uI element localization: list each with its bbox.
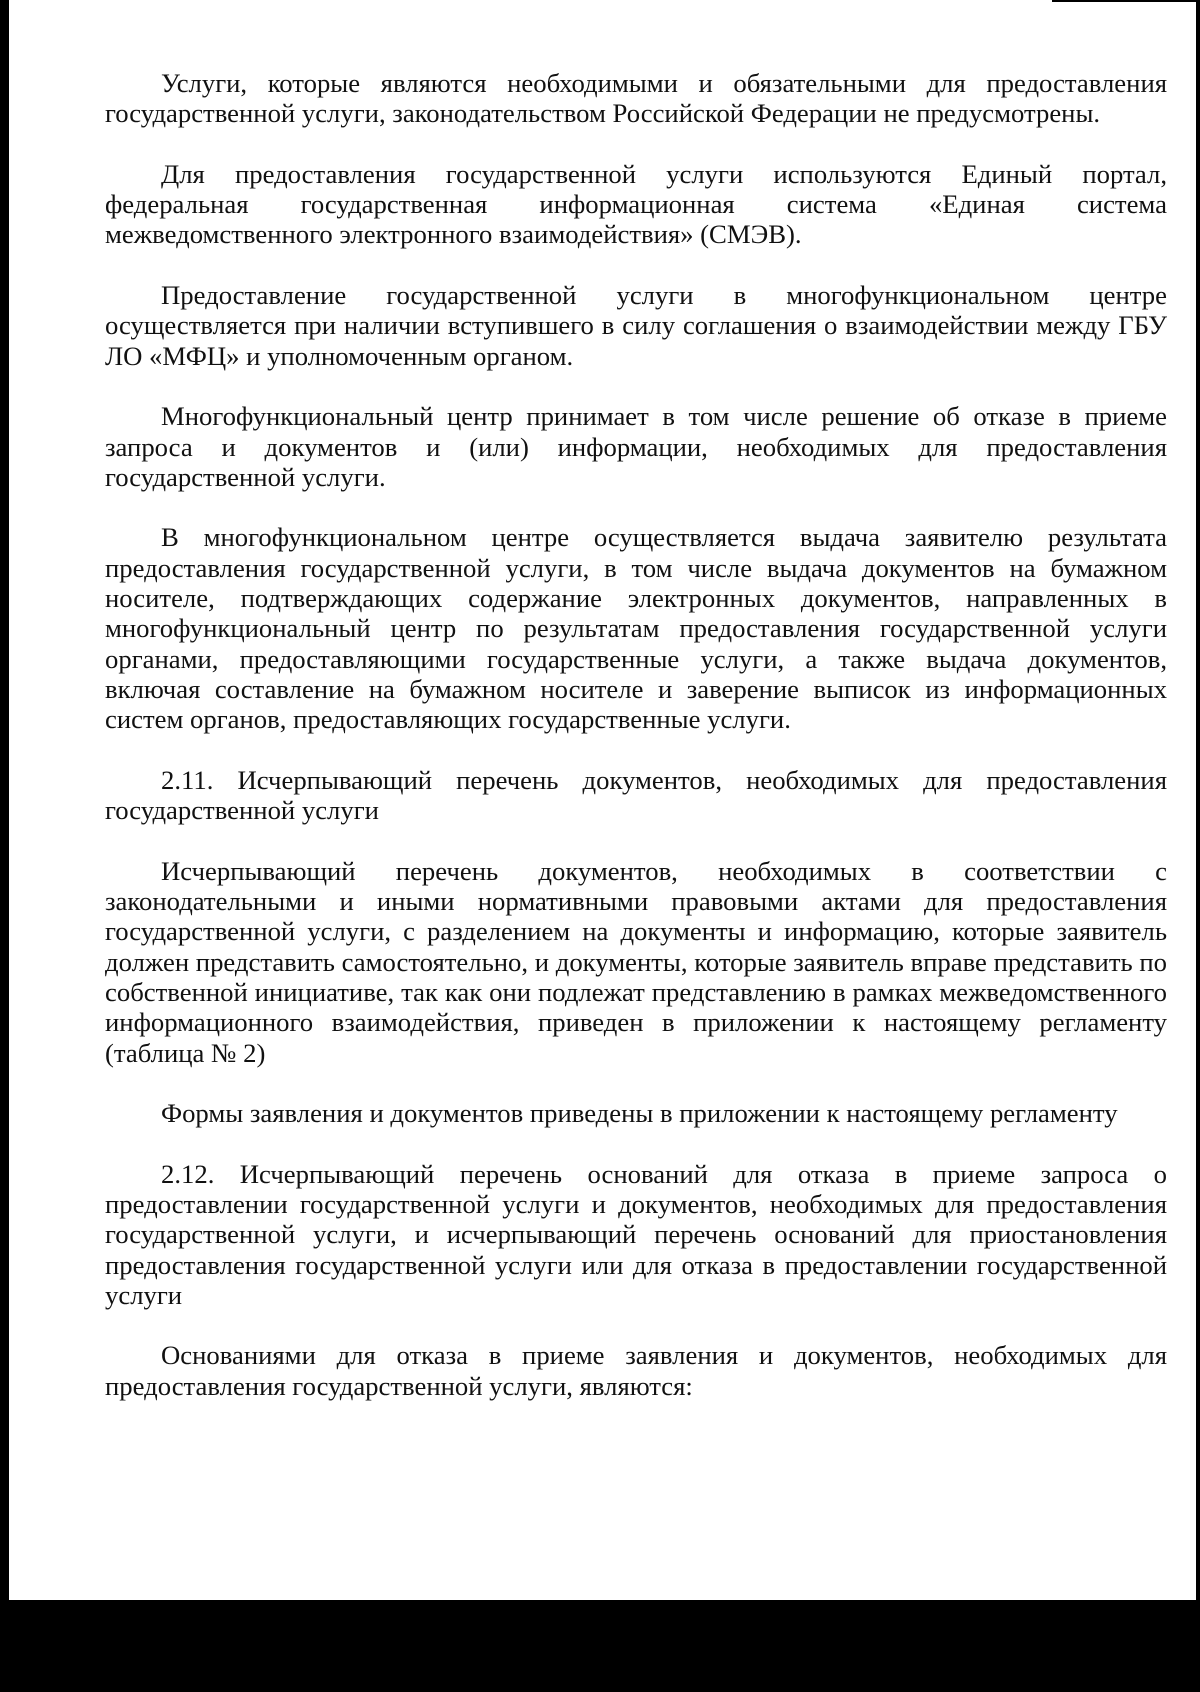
paragraph-documents-list: Исчерпывающий перечень документов, необходимых в соответствии с законодательными и иными нормативными правовыми актами для предоставления государственной услуги, с разделением на документы и информацию, которые заявитель должен представить самостоятельно, и документы, которые заявитель вправе представить по собственной инициативе, так как они подлежат представлению в рамках межведомственного информационного взаимодействия, приведен в приложении к настоящему регламенту (таблица № 2) <box>105 855 1167 1068</box>
paragraph-mfc-agreement: Предоставление государственной услуги в многофункциональном центре осуществляется при наличии вступившего в силу соглашения о взаимодействии между ГБУ ЛО «МФЦ» и уполномоченным органом. <box>105 280 1167 371</box>
paragraph-services-not-required: Услуги, которые являются необходимыми и обязательными для предоставления государственной услуги, законодательством Российской Федерации не предусмотрены. <box>105 68 1167 129</box>
document-body <box>105 68 1167 1401</box>
paragraph-mfc-refusal: Многофункциональный центр принимает в том числе решение об отказе в приеме запроса и документов и (или) информации, необходимых для предоставления государственной услуги. <box>105 401 1167 492</box>
paragraph-systems-used: Для предоставления государственной услуги используются Единый портал, федеральная государственная информационная система «Единая система межведомственного электронного взаимодействия» (СМЭВ). <box>105 158 1167 250</box>
section-heading-2-12: 2.12. Исчерпывающий перечень оснований для отказа в приеме запроса о предоставлении государственной услуги и документов, необходимых для предоставления государственной услуги, и исчерпывающий перечень оснований для приостановления предоставления государственной услуги или для отказа в предоставлении государственной услуги <box>105 1158 1167 1310</box>
scan-bottom-border <box>0 1600 1200 1692</box>
scan-left-border <box>0 0 9 1692</box>
paragraph-refusal-grounds: Основаниями для отказа в приеме заявления и документов, необходимых для предоставления государственной услуги, являются: <box>105 1340 1167 1401</box>
paragraph-mfc-issuance: В многофункциональном центре осуществляется выдача заявителю результата предоставления государственной услуги, в том числе выдача документов на бумажном носителе, подтверждающих содержание электронных документов, направленных в многофункциональный центр по результатам предоставления государственной услуги органами, предоставляющими государственные услуги, а также выдача документов, включая составление на бумажном носителе и заверение выписок из информационных систем органов, предоставляющих государственные услуги. <box>105 522 1167 735</box>
scan-top-mark <box>1052 0 1200 2</box>
section-heading-2-11: 2.11. Исчерпывающий перечень документов, необходимых для предоставления государственной услуги <box>105 764 1167 826</box>
scan-right-border <box>1196 0 1200 1692</box>
paragraph-forms: Формы заявления и документов приведены в приложении к настоящему регламенту <box>161 1098 1118 1129</box>
